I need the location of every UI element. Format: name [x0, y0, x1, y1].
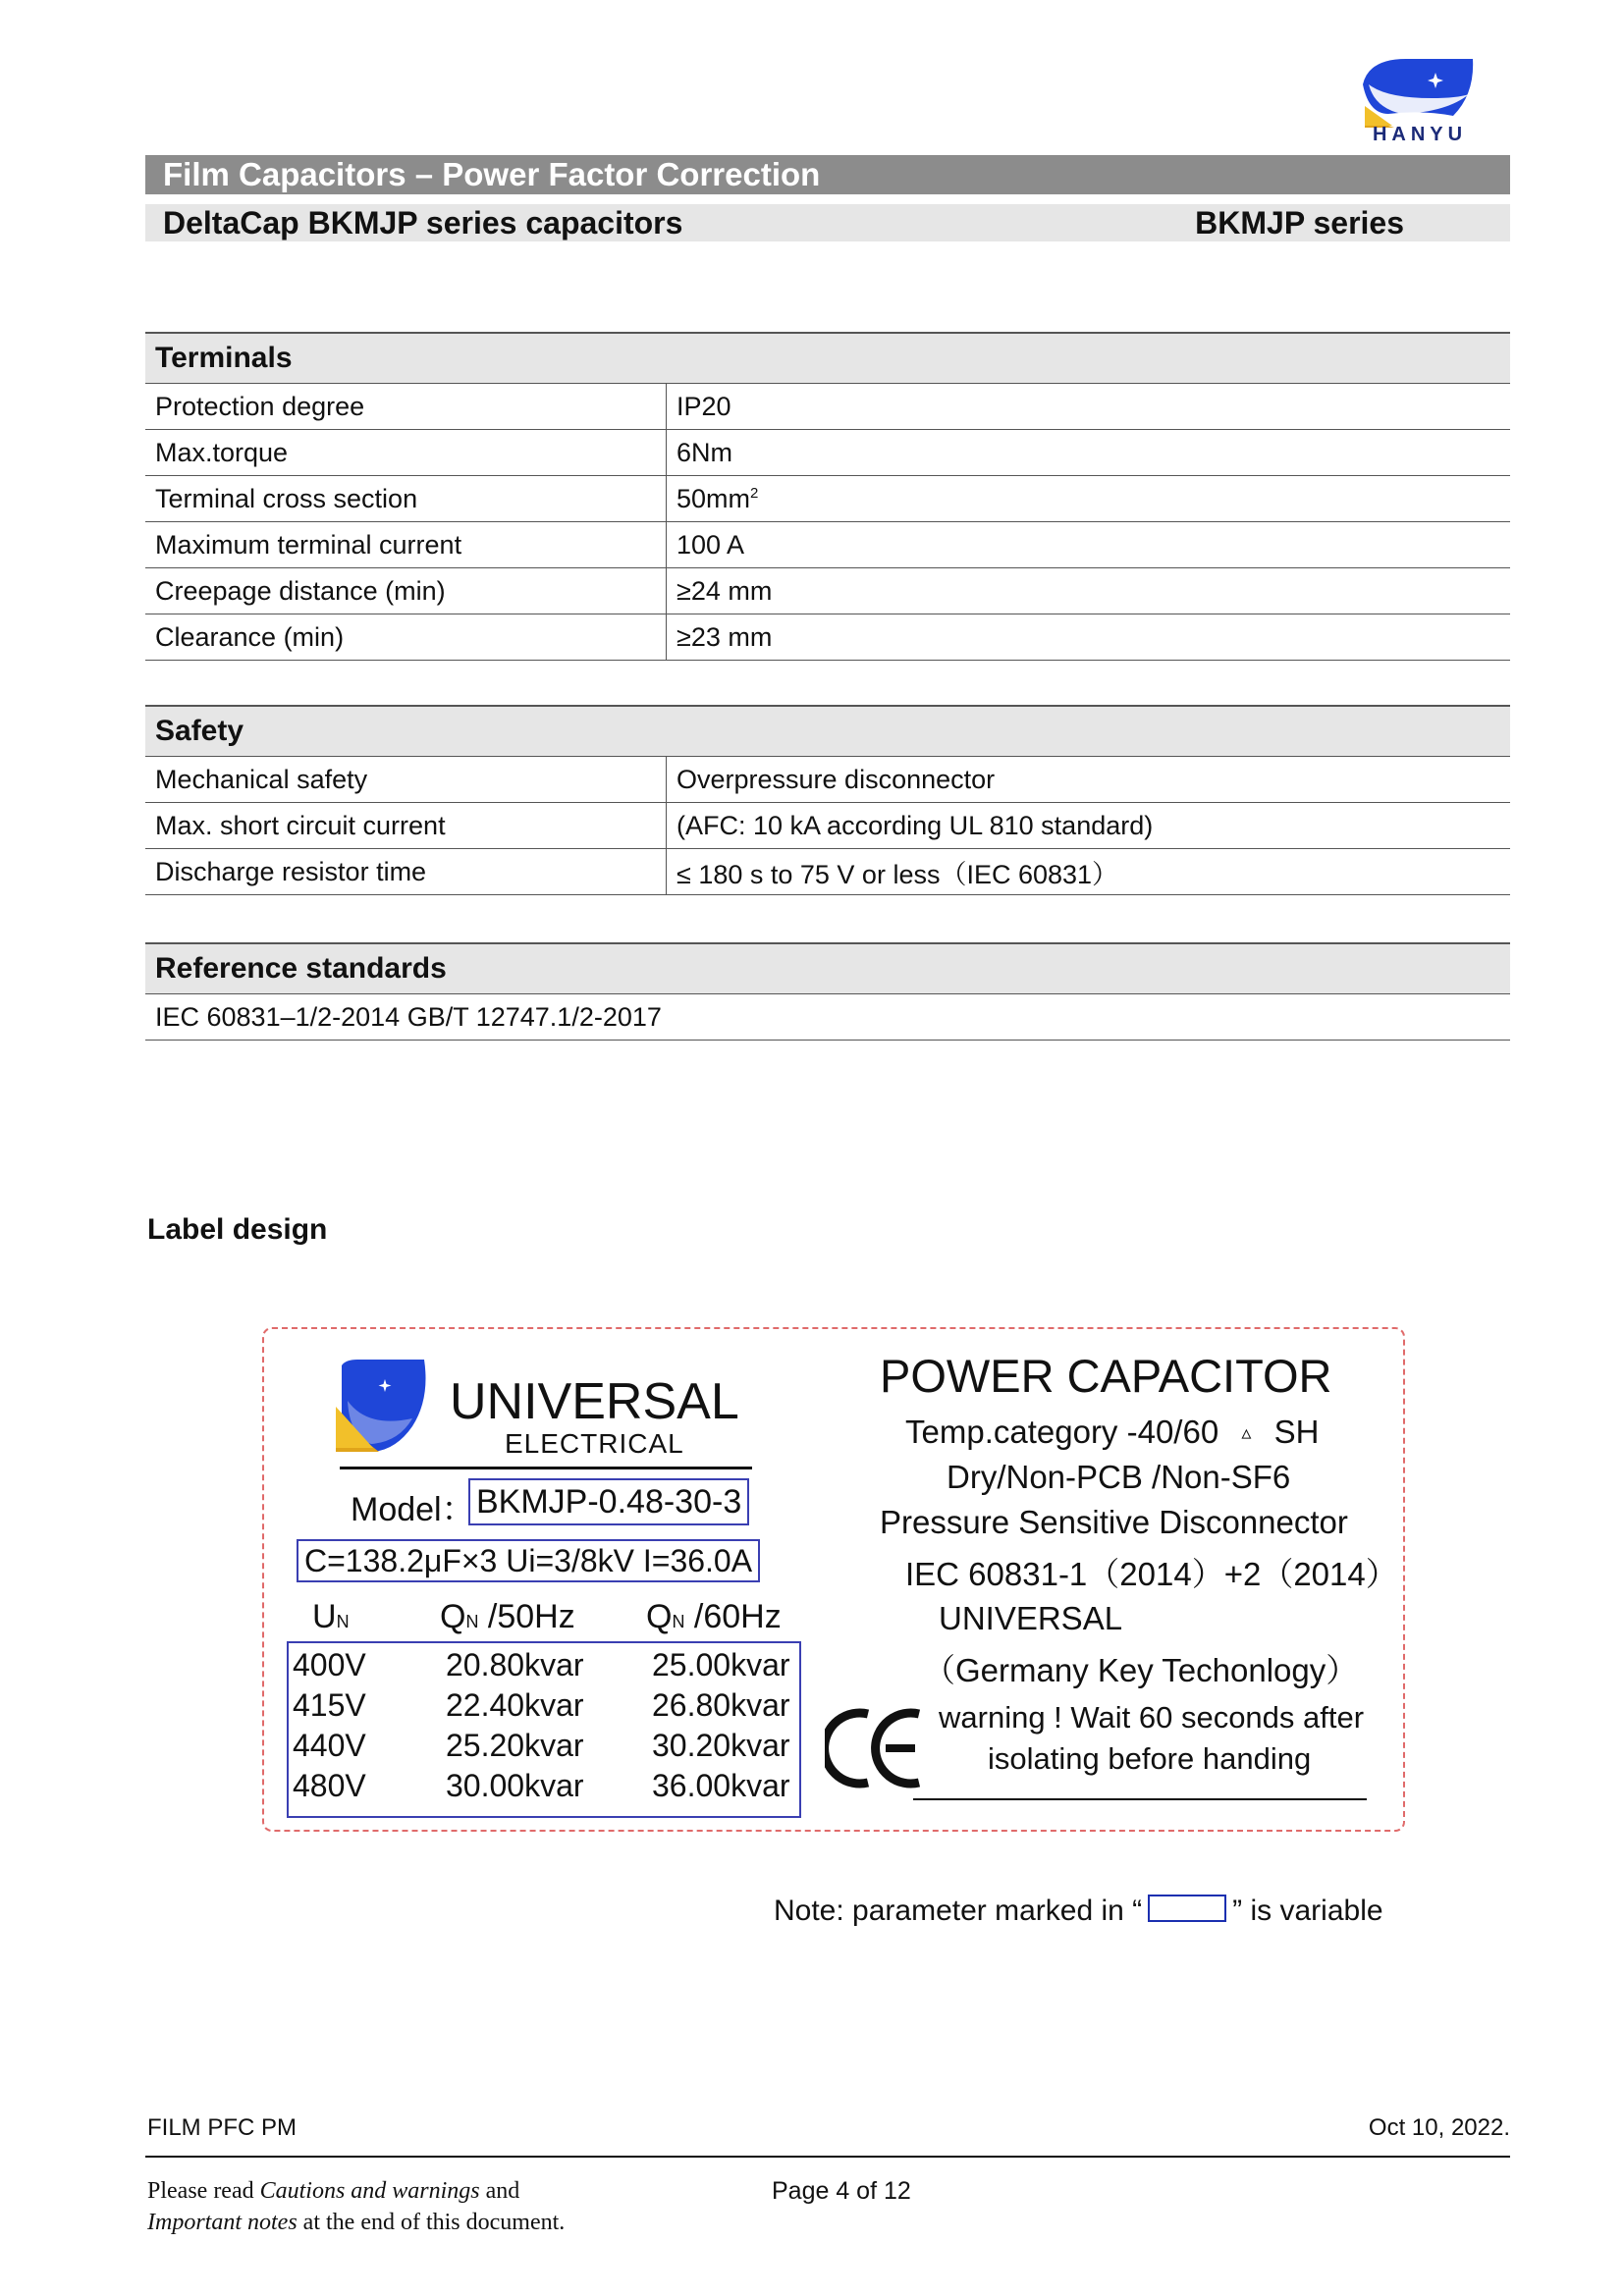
ratings-box — [287, 1641, 801, 1818]
rating-voltage: 480V — [293, 1768, 366, 1803]
rating-q60: 25.00kvar — [652, 1647, 790, 1682]
terminals-heading: Terminals — [145, 333, 1510, 384]
spec-label: Max. short circuit current — [145, 803, 667, 849]
col-header-q60 — [646, 1598, 782, 1636]
spec-value: ≥24 mm — [667, 568, 1511, 614]
label-warning-line2: isolating before handing — [988, 1741, 1312, 1776]
safety-table — [145, 705, 1510, 895]
table-row — [145, 476, 1510, 522]
label-pressure-disconnector: Pressure Sensitive Disconnector — [880, 1504, 1348, 1540]
warning-underline — [913, 1798, 1367, 1800]
rating-q50: 25.20kvar — [446, 1728, 584, 1763]
spec-value: 50mm — [677, 483, 751, 513]
col-header-q60-text: Q — [646, 1598, 673, 1635]
model-value: BKMJP-0.48-30-3 — [468, 1478, 749, 1525]
label-warning-line1: warning ! Wait 60 seconds after — [939, 1700, 1365, 1735]
temp-category-text: Temp.category -40/60 — [905, 1414, 1219, 1450]
spec-label: Mechanical safety — [145, 757, 667, 803]
reference-text: IEC 60831–1/2-2014 GB/T 12747.1/2-2017 — [145, 994, 1510, 1041]
universal-logo-icon — [334, 1358, 432, 1454]
series-name: BKMJP series — [1195, 205, 1404, 240]
spec-label: Clearance (min) — [145, 614, 667, 661]
table-row — [145, 757, 1510, 803]
footer-note-text: and — [479, 2178, 520, 2204]
spec-label: Maximum terminal current — [145, 522, 667, 568]
spec-label: Max.torque — [145, 430, 667, 476]
col-header-un-sub: N — [336, 1612, 350, 1631]
spec-value-cell — [667, 476, 1511, 522]
spec-value: IP20 — [667, 384, 1511, 430]
temp-sh-text: SH — [1273, 1414, 1320, 1450]
spec-label: Creepage distance (min) — [145, 568, 667, 614]
rating-voltage: 440V — [293, 1728, 366, 1763]
table-row — [145, 430, 1510, 476]
spec-label: Terminal cross section — [145, 476, 667, 522]
rating-q60: 36.00kvar — [652, 1768, 790, 1803]
rating-q50: 22.40kvar — [446, 1687, 584, 1723]
col-header-q60-tail: /60Hz — [684, 1598, 782, 1635]
label-design-heading: Label design — [147, 1213, 328, 1246]
hanyu-logo-text: HANYU — [1372, 124, 1468, 145]
label-maker: UNIVERSAL — [939, 1600, 1123, 1636]
document-subtitle: DeltaCap BKMJP series capacitors — [163, 205, 683, 240]
spec-value: (AFC: 10 kA according UL 810 standard) — [667, 803, 1511, 849]
spec-value: Overpressure disconnector — [667, 757, 1511, 803]
spec-label: Discharge resistor time — [145, 849, 667, 895]
footer-date: Oct 10, 2022. — [1368, 2114, 1510, 2141]
col-header-q50-tail: /50Hz — [478, 1598, 575, 1635]
table-row — [145, 384, 1510, 430]
rating-q50: 20.80kvar — [446, 1647, 584, 1682]
brand-underline — [340, 1467, 752, 1469]
footer-divider — [145, 2156, 1510, 2158]
note-prefix: Note: parameter marked in “ — [774, 1895, 1143, 1927]
table-row — [145, 568, 1510, 614]
label-dry-type: Dry/Non-PCB /Non-SF6 — [947, 1459, 1291, 1495]
variable-note — [774, 1895, 1383, 1928]
ce-mark-icon — [825, 1706, 923, 1790]
label-product-title: POWER CAPACITOR — [880, 1350, 1332, 1402]
variable-box-sample — [1148, 1895, 1226, 1922]
rating-voltage: 400V — [293, 1647, 366, 1682]
page-number: Page 4 of 12 — [772, 2177, 911, 2205]
spec-label: Protection degree — [145, 384, 667, 430]
col-header-q50-sub: N — [465, 1612, 479, 1631]
table-row — [145, 614, 1510, 661]
rating-q60: 26.80kvar — [652, 1687, 790, 1723]
table-row — [145, 849, 1510, 895]
label-brand-name: UNIVERSAL — [450, 1373, 739, 1430]
note-suffix: ” is variable — [1232, 1895, 1383, 1927]
document-category-header: Film Capacitors – Power Factor Correction — [145, 155, 1510, 194]
label-iec-standard: IEC 60831-1（2014）+2（2014） — [905, 1556, 1398, 1592]
rating-q60: 30.20kvar — [652, 1728, 790, 1763]
reference-heading: Reference standards — [145, 943, 1510, 994]
rating-q50: 30.00kvar — [446, 1768, 584, 1803]
col-header-un — [312, 1598, 350, 1636]
footer-doc-code: FILM PFC PM — [147, 2114, 298, 2141]
label-temp-category — [905, 1414, 1319, 1451]
table-row — [145, 522, 1510, 568]
model-label: Model： — [351, 1491, 475, 1528]
cautions-link-text: Cautions and warnings — [259, 2178, 480, 2204]
reference-standards-table — [145, 942, 1510, 1041]
col-header-q50 — [440, 1598, 575, 1636]
spec-value: ≤ 180 s to 75 V or less（IEC 60831） — [667, 849, 1511, 895]
capacitance-values: C=138.2μF×3 Ui=3/8kV I=36.0A — [297, 1539, 760, 1582]
document-subtitle-bar — [145, 204, 1510, 241]
table-row — [145, 803, 1510, 849]
footer-read-note — [147, 2175, 565, 2238]
safety-heading: Safety — [145, 706, 1510, 757]
rating-voltage: 415V — [293, 1687, 366, 1723]
spec-value-superscript: 2 — [750, 484, 759, 502]
terminals-table — [145, 332, 1510, 661]
footer-note-text: Please read — [147, 2178, 260, 2204]
col-header-un-text: U — [312, 1598, 337, 1635]
spec-value: ≥23 mm — [667, 614, 1511, 661]
label-brand-sub: ELECTRICAL — [505, 1428, 684, 1459]
col-header-q60-sub: N — [672, 1612, 685, 1631]
label-maker-country: （Germany Key Techonlogy） — [923, 1652, 1359, 1688]
spec-value: 100 A — [667, 522, 1511, 568]
col-header-q50-text: Q — [440, 1598, 466, 1635]
triangle-icon: ▵ — [1241, 1422, 1252, 1444]
important-notes-text: Important notes — [147, 2210, 298, 2235]
spec-value: 6Nm — [667, 430, 1511, 476]
footer-note-text: at the end of this document. — [297, 2210, 566, 2235]
table-row — [145, 994, 1510, 1041]
